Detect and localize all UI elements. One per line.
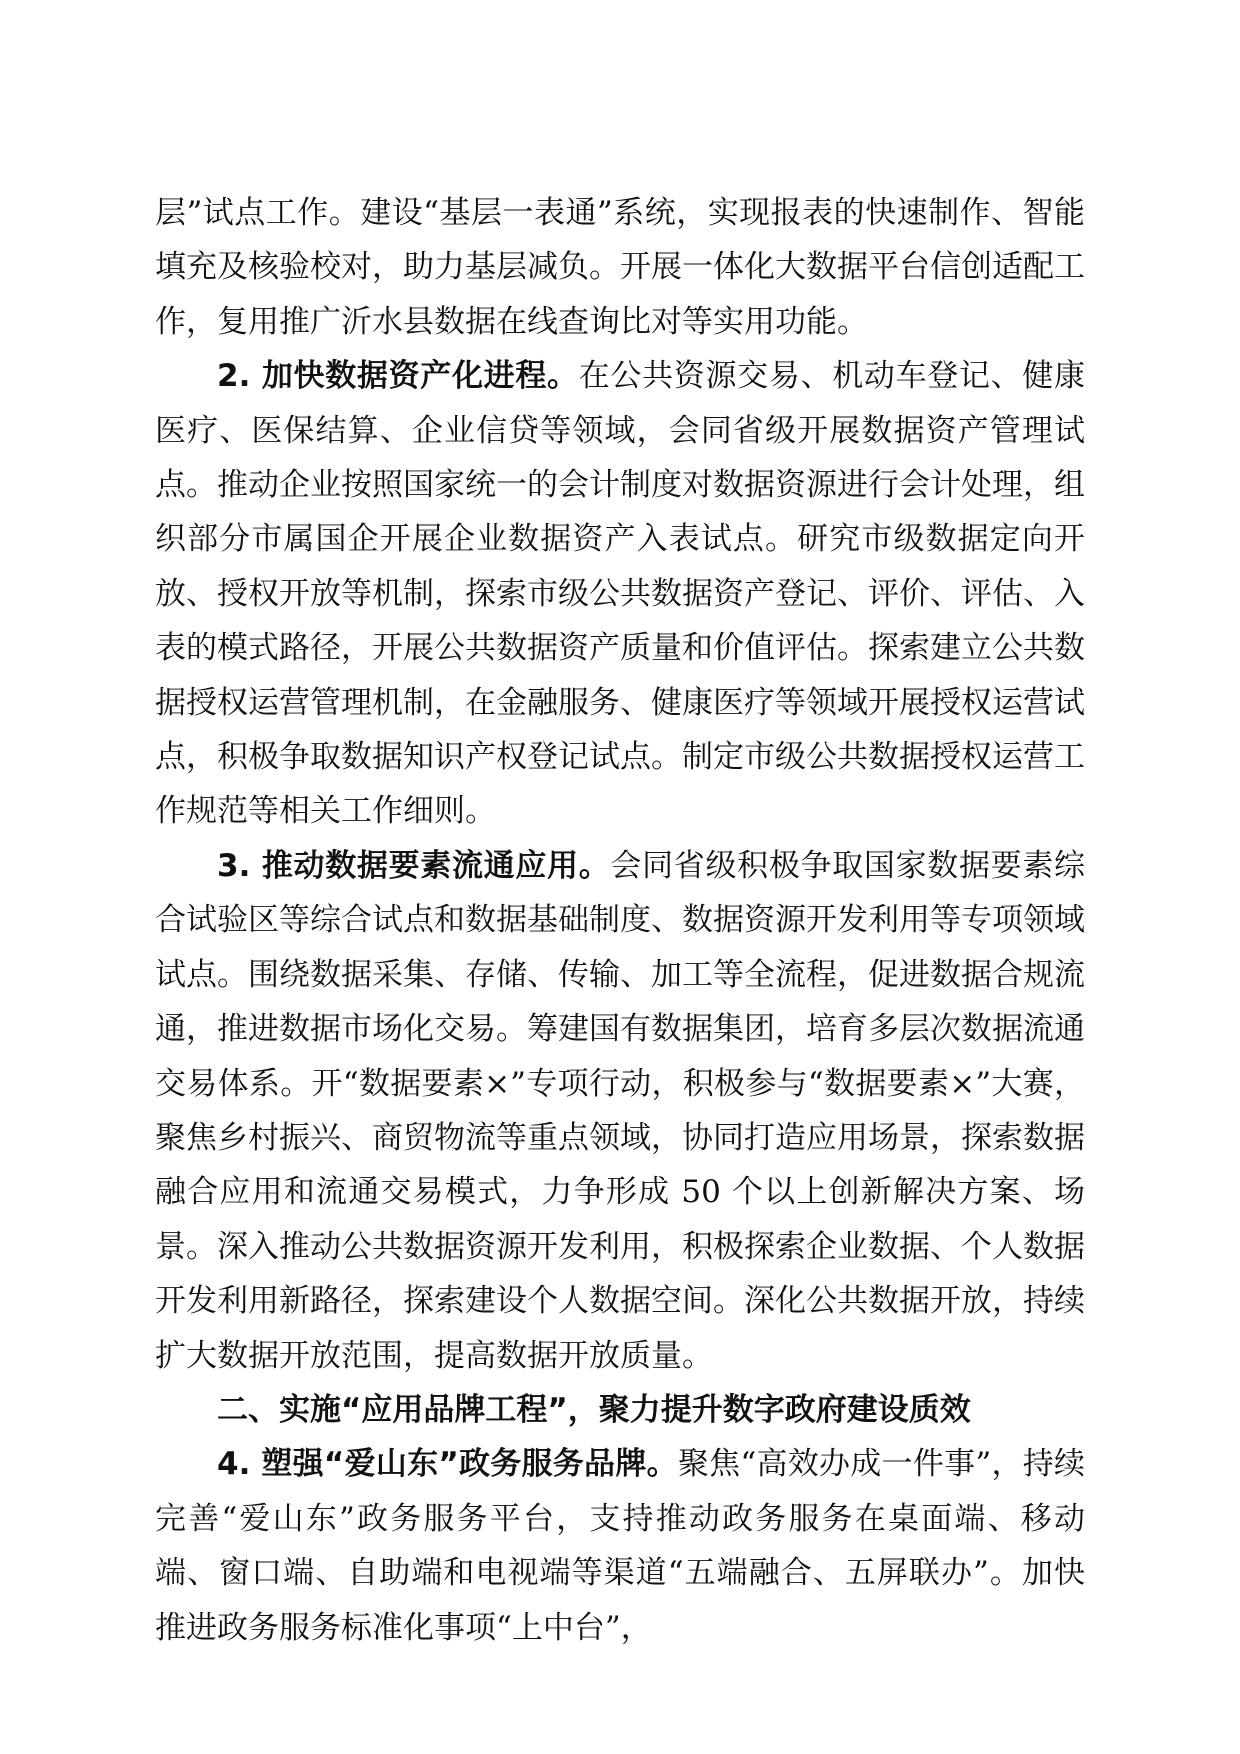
paragraph-item-4 xyxy=(155,1437,1085,1655)
paragraph-text: 会同省级积极争取国家数据要素综合试验区等综合试点和数据基础制度、数据资源开发利用等专项领域试点。围绕数据采集、存储、传输、加工等全流程，促进数据合规流通，推进数据市场化交易。筹建国有数据集团，培育多层次数据流通交易体系。开“数据要素×”专项行动，积极参与“数据要素×”大赛，聚焦乡村振兴、商贸物流等重点领域，协同打造应用场景，探索数据融合应用和流通交易模式，力争形成 50 个以上创新解决方案、场景。深入推动公共数据资源开发利用，积极探索企业数据、个人数据开发利用新路径，探索建设个人数据空间。深化公共数据开放，持续扩大数据开放范围，提高数据开放质量。 xyxy=(155,847,1086,1374)
paragraph-continuation xyxy=(155,186,1085,349)
paragraph-text: 层”试点工作。建设“基层一表通”系统，实现报表的快速制作、智能填充及核验校对，助力基层减负。开展一体化大数据平台信创适配工作，复用推广沂水县数据在线查询比对等实用功能。 xyxy=(155,195,1085,340)
paragraph-lead: 3. 推动数据要素流通应用。 xyxy=(217,847,611,884)
paragraph-lead: 2. 加快数据资产化进程。 xyxy=(217,358,579,395)
paragraph-lead: 4. 塑强“爱山东”政务服务品牌。 xyxy=(217,1446,678,1483)
document-page xyxy=(155,186,1085,1655)
paragraph-text: 在公共资源交易、机动车登记、健康医疗、医保结算、企业信贷等领域，会同省级开展数据资产管理试点。推动企业按照国家统一的会计制度对数据资源进行会计处理，组织部分市属国企开展企业数据资产入表试点。研究市级数据定向开放、授权开放等机制，探索市级公共数据资产登记、评价、评估、入表的模式路径，开展公共数据资产质量和价值评估。探索建立公共数据授权运营管理机制，在金融服务、健康医疗等领域开展授权运营试点，积极争取数据知识产权登记试点。制定市级公共数据授权运营工作规范等相关工作细则。 xyxy=(155,358,1086,830)
paragraph-item-2 xyxy=(155,349,1085,839)
section-heading: 二、实施“应用品牌工程”，聚力提升数字政府建设质效 xyxy=(217,1391,971,1428)
paragraph-item-3 xyxy=(155,839,1085,1383)
paragraph-text: 聚焦“高效办成一件事”，持续完善“爱山东”政务服务平台，支持推动政务服务在桌面端、移动端、窗口端、自助端和电视端等渠道“五端融合、五屏联办”。加快推进政务服务标准化事项“上中台”， xyxy=(155,1446,1085,1646)
